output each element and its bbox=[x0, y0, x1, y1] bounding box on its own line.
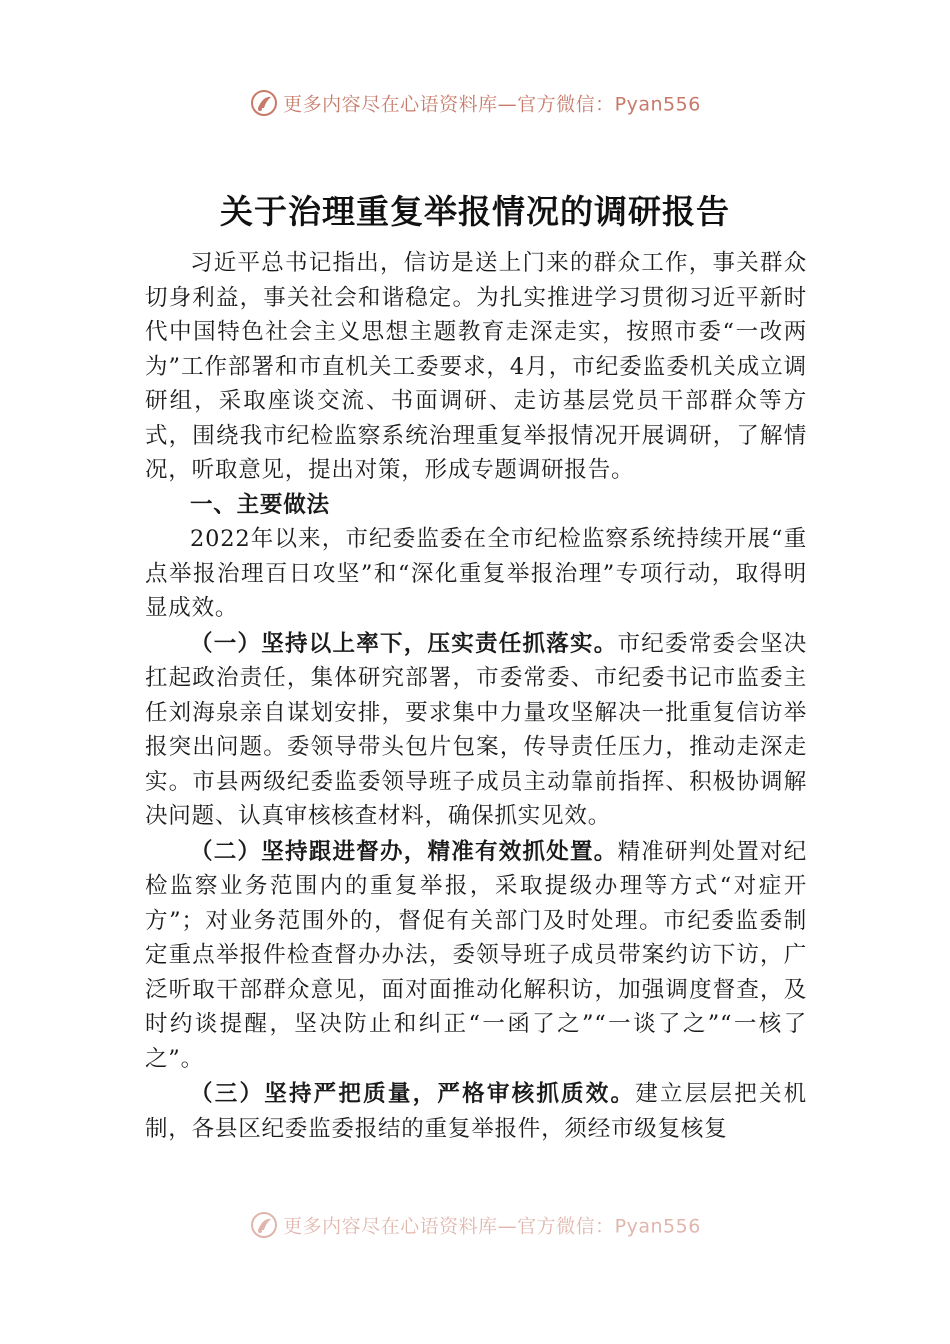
watermark-footer bbox=[0, 1210, 950, 1240]
watermark-text: 更多内容尽在心语资料库—官方微信：Pyan556 bbox=[283, 93, 701, 116]
subsection-paragraph-1 bbox=[145, 627, 807, 834]
brush-logo-icon bbox=[249, 1210, 279, 1240]
subsection-lead: （二）坚持跟进督办，精准有效抓处置。 bbox=[190, 838, 618, 865]
subsection-lead: （一）坚持以上率下，压实责任抓落实。 bbox=[190, 630, 618, 657]
brush-logo-icon bbox=[249, 88, 279, 118]
watermark-header bbox=[0, 88, 950, 118]
section-heading: 一、主要做法 bbox=[190, 491, 330, 518]
document-body bbox=[145, 246, 807, 1146]
subsection-paragraph-3 bbox=[145, 1077, 807, 1146]
subsection-body: 精准研判处置对纪检监察业务范围内的重复举报，采取提级办理等方式“对症开方”；对业务范围外的，督促有关部门及时处理。市纪委监委制定重点举报件检查督办办法，委领导班子成员带案约访下访，广泛听取干部群众意见，面对面推动化解积访，加强调度督查，及时约谈提醒，坚决防止和纠正“一函了之”“一谈了之”“一核了之”。 bbox=[145, 838, 808, 1072]
intro-paragraph: 习近平总书记指出，信访是送上门来的群众工作，事关群众切身利益，事关社会和谐稳定。为扎实推进学习贯彻习近平新时代中国特色社会主义思想主题教育走深走实，按照市委“一改两为”工作部署和市直机关工委要求，4月，市纪委监委机关成立调研组，采取座谈交流、书面调研、走访基层党员干部群众等方式，围绕我市纪检监察系统治理重复举报情况开展调研，了解情况，听取意见，提出对策，形成专题调研报告。 bbox=[145, 250, 807, 483]
subsection-lead: （三）坚持严把质量，严格审核抓质效。 bbox=[190, 1081, 636, 1107]
watermark-text: 更多内容尽在心语资料库—官方微信：Pyan556 bbox=[283, 1215, 701, 1238]
section-summary: 2022年以来，市纪委监委在全市纪检监察系统持续开展“重点举报治理百日攻坚”和“深化重复举报治理”专项行动，取得明显成效。 bbox=[145, 526, 807, 621]
subsection-body: 建立层层把关机制，各县区纪委监委报结的重复举报件，须经市级复核复 bbox=[145, 1081, 807, 1142]
subsection-body: 市纪委常委会坚决扛起政治责任，集体研究部署，市委常委、市纪委书记市监委主任刘海泉亲自谋划安排，要求集中力量攻坚解决一批重复信访举报突出问题。委领导带头包片包案，传导责任压力，推动走深走实。市县两级纪委监委领导班子成员主动靠前指挥、积极协调解决问题、认真审核核查材料，确保抓实见效。 bbox=[145, 630, 808, 829]
document-title: 关于治理重复举报情况的调研报告 bbox=[220, 192, 730, 231]
subsection-paragraph-2 bbox=[145, 835, 807, 1077]
